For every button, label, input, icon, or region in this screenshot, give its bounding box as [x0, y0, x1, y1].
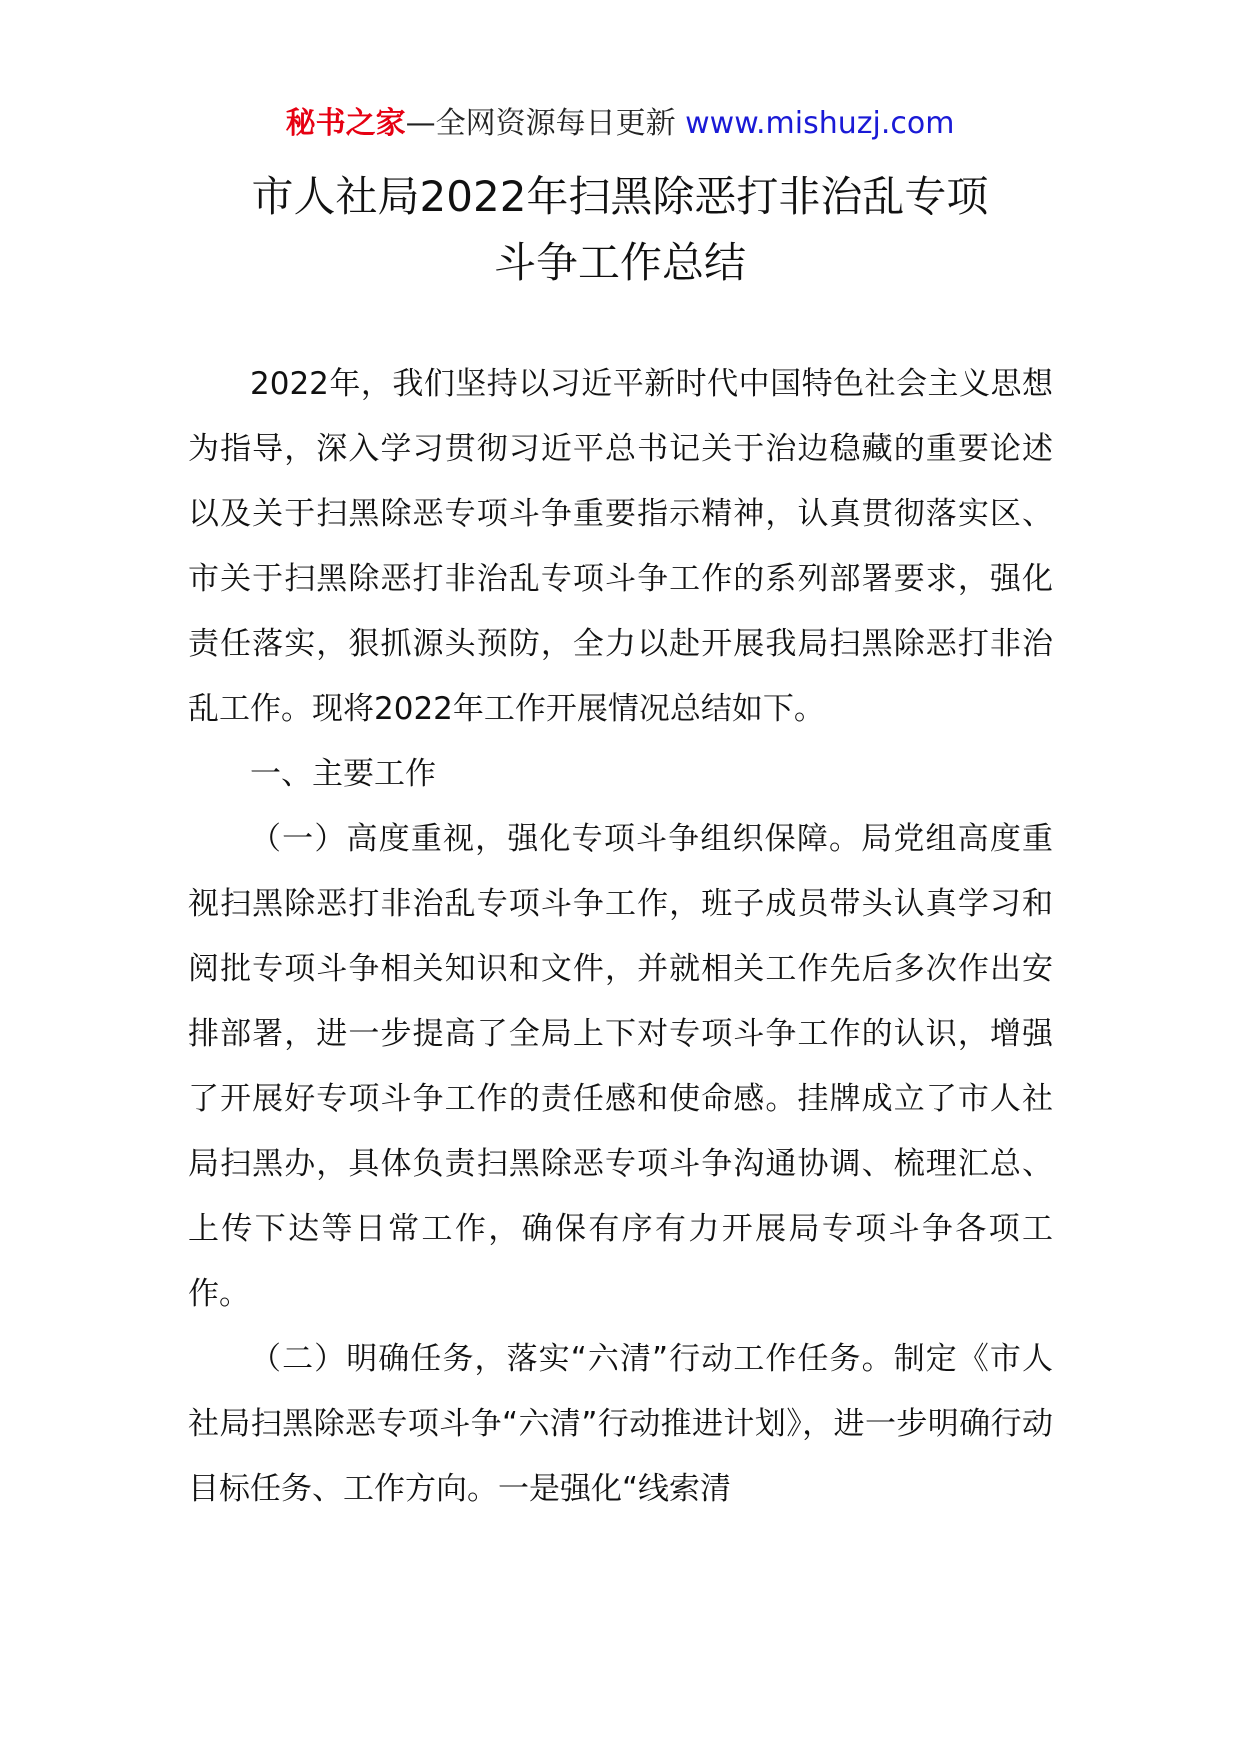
site-url-link[interactable]: www.mishuzj.com: [685, 106, 955, 141]
document-title: [0, 164, 1240, 296]
title-line-2: 斗争工作总结: [493, 238, 746, 287]
header-slogan: —全网资源每日更新: [405, 106, 686, 141]
brand-name: 秘书之家: [285, 106, 406, 141]
document-body: [188, 352, 1053, 1522]
section-heading-main-work: 一、主要工作: [250, 756, 436, 792]
watermark-header: [0, 100, 1240, 148]
paragraph-section-2: （二）明确任务，落实“六清”行动工作任务。制定《市人社局扫黑除恶专项斗争“六清”行动推进计划》，进一步明确行动目标任务、工作方向。一是强化“线索清: [188, 1341, 1053, 1507]
title-line-1: 市人社局2022年扫黑除恶打非治乱专项: [251, 172, 989, 221]
paragraph-section-1: （一）高度重视，强化专项斗争组织保障。局党组高度重视扫黑除恶打非治乱专项斗争工作，班子成员带头认真学习和阅批专项斗争相关知识和文件，并就相关工作先后多次作出安排部署，进一步提高了全局上下对专项斗争工作的认识，增强了开展好专项斗争工作的责任感和使命感。挂牌成立了市人社局扫黑办，具体负责扫黑除恶专项斗争沟通协调、梳理汇总、上传下达等日常工作，确保有序有力开展局专项斗争各项工作。: [188, 821, 1053, 1312]
paragraph-intro: 2022年，我们坚持以习近平新时代中国特色社会主义思想为指导，深入学习贯彻习近平总书记关于治边稳藏的重要论述以及关于扫黑除恶专项斗争重要指示精神，认真贯彻落实区、市关于扫黑除恶打非治乱专项斗争工作的系列部署要求，强化责任落实，狠抓源头预防，全力以赴开展我局扫黑除恶打非治乱工作。现将2022年工作开展情况总结如下。: [188, 366, 1053, 727]
